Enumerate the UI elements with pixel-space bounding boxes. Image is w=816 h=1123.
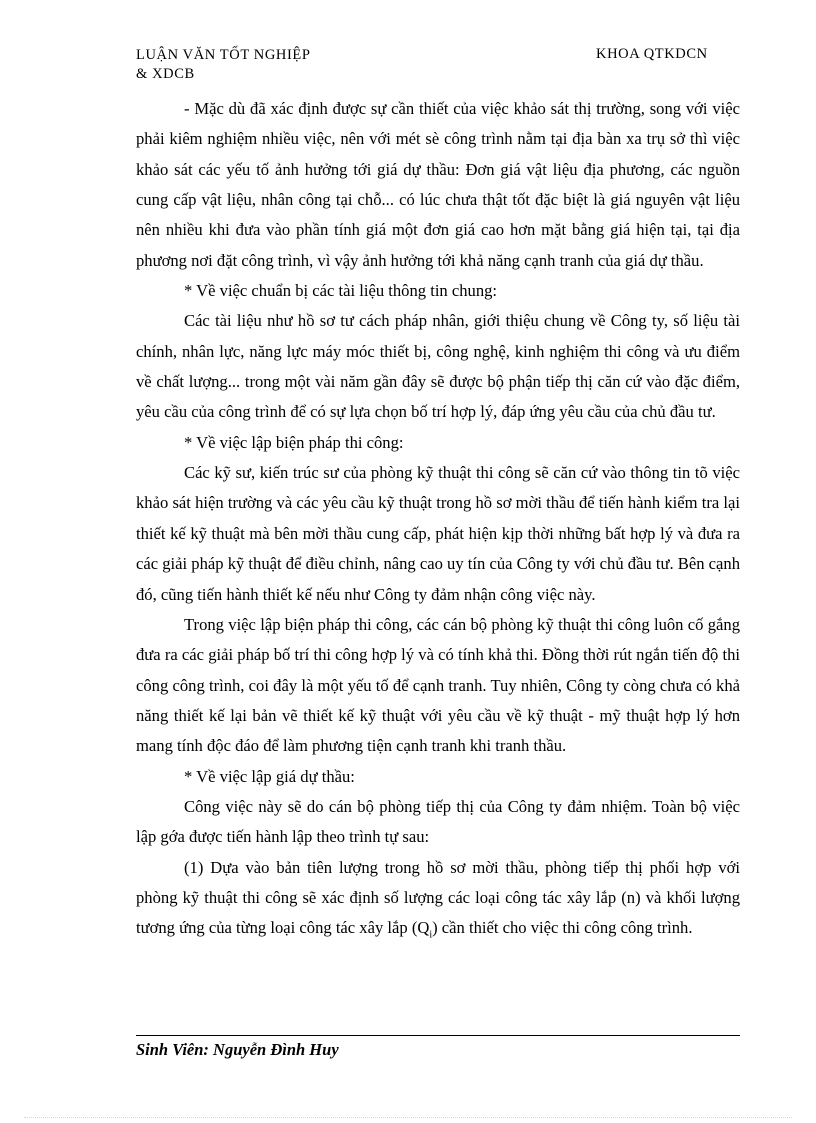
paragraph: Trong việc lập biện pháp thi công, các cán bộ phòng kỹ thuật thi công luôn cố gắng đưa ra các giải pháp bố trí thi công hợp lý và có tính khả thi. Đồng thời rút ngắn tiến độ thi công công trình, coi đây là một yếu tố để cạnh tranh. Tuy nhiên, Công ty còng chưa có khả năng thiết kế lại bản vẽ thiết kế kỹ thuật với yêu cầu về kỹ thuật - mỹ thuật hợp lý hơn mang tính độc đáo để làm phương tiện cạnh tranh khi tranh thầu. xyxy=(136,614,740,756)
section-heading: * Về việc chuẩn bị các tài liệu thông tin chung: xyxy=(184,281,498,301)
header-left xyxy=(136,46,311,84)
subscript: i xyxy=(429,929,433,941)
header-subtitle: & XDCB xyxy=(136,66,195,82)
header-department: KHOA QTKDCN xyxy=(596,46,708,62)
document-body xyxy=(136,94,740,951)
paragraph-text: (1) Dựa vào bản tiên lượng trong hồ sơ mời thầu, phòng tiếp thị phối hợp với phòng kỹ thuật thi công sẽ xác định số lượng các loại công tác xây lắp (n) và khối lượng tương ứng của từng loại công tác xây lắp (Q xyxy=(136,857,740,938)
section-heading: * Về việc lập giá dự thầu: xyxy=(184,766,355,786)
paragraph-tail: ) cần thiết cho việc thi công công trình. xyxy=(432,918,693,938)
footer-divider xyxy=(136,1035,740,1036)
header-title: LUẬN VĂN TỐT NGHIỆP xyxy=(136,47,311,63)
page-edge-divider xyxy=(24,1117,792,1118)
paragraph: Các kỹ sư, kiến trúc sư của phòng kỹ thuật thi công sẽ căn cứ vào thông tin tõ việc khảo sát hiện trường và các yêu cầu kỹ thuật trong hồ sơ mời thầu để tiến hành kiểm tra lại thiết kế kỹ thuật mà bên mời thầu cung cấp, phát hiện kịp thời những bất hợp lý và đưa ra các giải pháp kỹ thuật để điều chỉnh, nâng cao uy tín của Công ty với chủ đầu tư. Bên cạnh đó, cũng tiến hành thiết kế nếu như Công ty đảm nhận công việc này. xyxy=(136,463,740,604)
paragraph-last xyxy=(136,853,740,951)
paragraph: Các tài liệu như hồ sơ tư cách pháp nhân, giới thiệu chung về Công ty, số liệu tài chính, nhân lực, năng lực máy móc thiết bị, công nghệ, kinh nghiệm thi công và ưu điểm về chất lượng... trong một vài năm gần đây sẽ được bộ phận tiếp thị căn cứ vào đặc điểm, yêu cầu của công trình để có sự lựa chọn bố trí hợp lý, đáp ứng yêu cầu của chủ đầu tư. xyxy=(136,311,740,422)
paragraph: - Mặc dù đã xác định được sự cần thiết của việc khảo sát thị trường, song với việc phải kiêm nghiệm nhiều việc, nên với mét sè công trình nằm tại địa bàn xa trụ sở thì việc khảo sát các yếu tố ảnh hưởng tới giá dự thầu: Đơn giá vật liệu địa phương, các nguồn cung cấp vật liệu, nhân công tại chỗ... có lúc chưa thật tốt đặc biệt là giá nguyên vật liệu nên nhiều khi đưa vào phần tính giá một đơn giá cao hơn mặt bằng giá hiện tại, tại địa phương nơi đặt công trình, vì vậy ảnh hưởng tới khả năng cạnh tranh của giá dự thầu. xyxy=(136,99,740,270)
footer-author: Sinh Viên: Nguyễn Đình Huy xyxy=(136,1040,339,1059)
section-heading: * Về việc lập biện pháp thi công: xyxy=(184,432,404,452)
paragraph: Công việc này sẽ do cán bộ phòng tiếp thị của Công ty đảm nhiệm. Toàn bộ việc lập gớa được tiến hành lập theo trình tự sau: xyxy=(136,796,740,847)
